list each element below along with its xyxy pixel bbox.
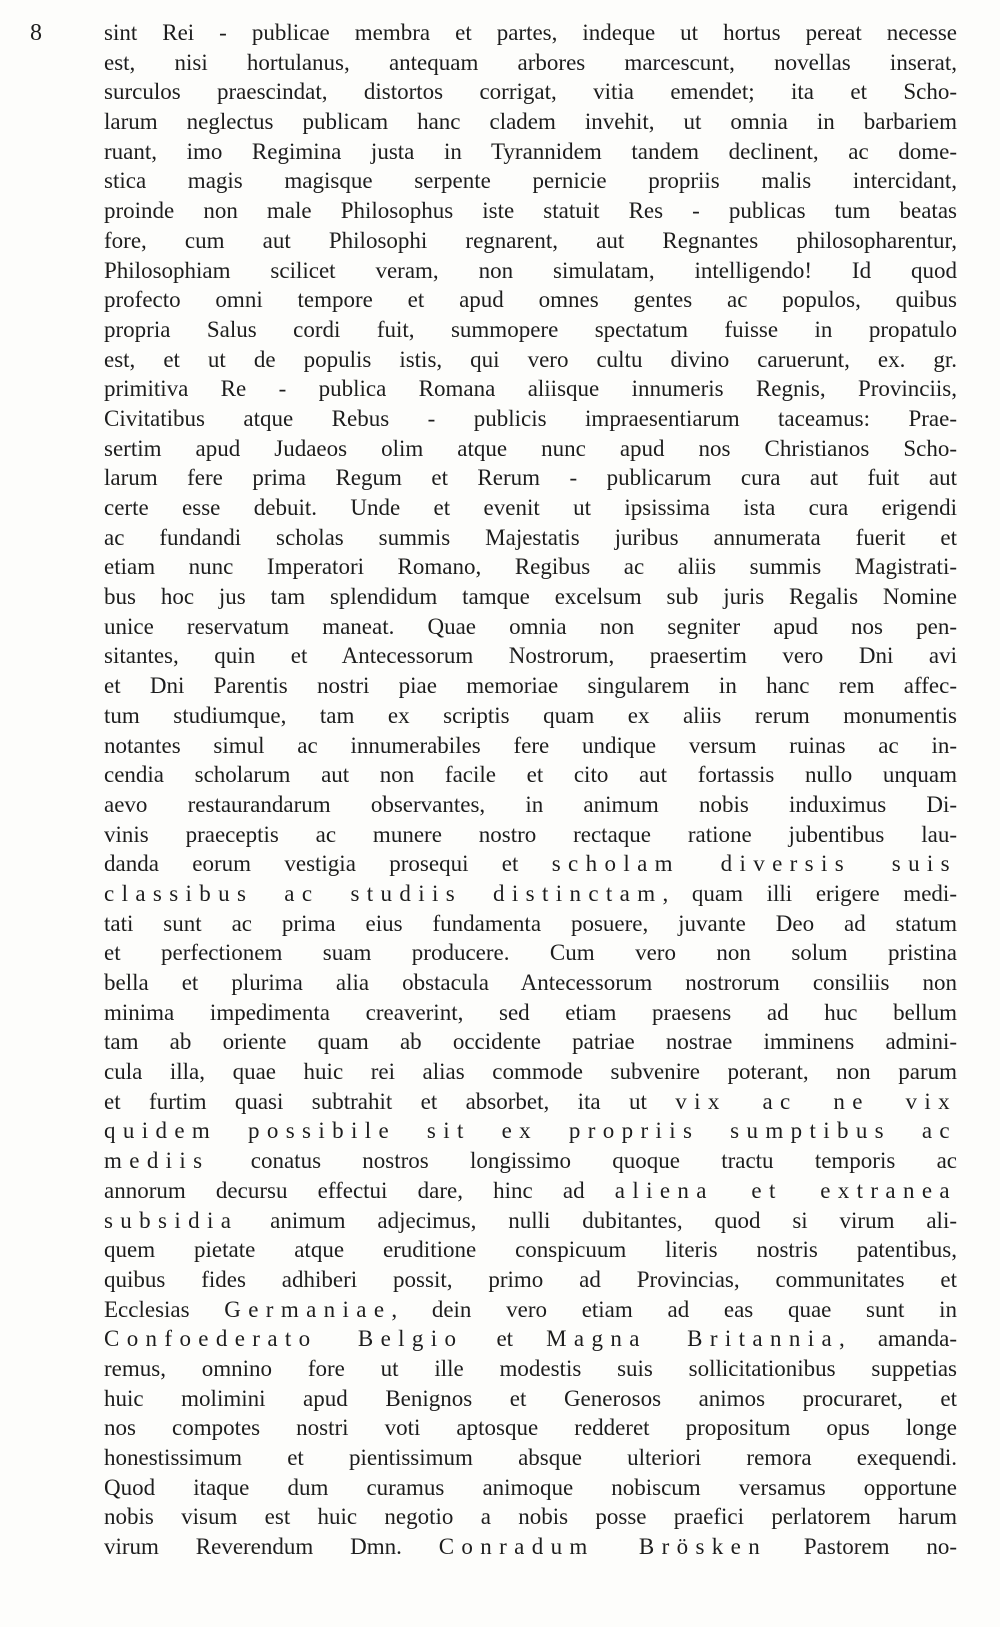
text-segment: remus, omnino fore ut ille modestis suis sollicitationibus suppetias: [104, 1355, 957, 1381]
text-segment: bus hoc jus tam splendidum tamque excelsum sub juris Regalis Nomine: [104, 584, 957, 610]
text-line: [104, 760, 957, 790]
text-line: [104, 1057, 957, 1087]
text-segment: unice reservatum maneat. Quae omnia non segniter apud nos pen-: [104, 613, 957, 639]
text-segment: , amanda-: [839, 1326, 957, 1352]
text-line: [104, 1295, 957, 1325]
text-line: [104, 1443, 957, 1473]
text-segment: tum studiumque, tam ex scriptis quam ex aliis rerum monumentis: [104, 702, 957, 728]
text-segment: vinis praeceptis ac munere nostro rectaque ratione jubentibus lau-: [104, 821, 957, 847]
text-segment: est, et ut de populis istis, qui vero cultu divino caruerunt, ex. gr.: [104, 346, 957, 372]
text-segment: danda eorum vestigia prosequi et: [104, 851, 552, 877]
text-segment: proinde non male Philosophus iste statuit Res - publicas tum beatas: [104, 198, 957, 224]
text-segment: huic molimini apud Benignos et Generosos animos procuraret, et: [104, 1385, 957, 1411]
text-line: [104, 285, 957, 315]
text-line: [104, 671, 957, 701]
text-line: [104, 523, 957, 553]
text-line: [104, 434, 957, 464]
text-segment: larum neglectus publicam hanc cladem invehit, ut omnia in barbariem: [104, 109, 957, 135]
text-segment: est, nisi hortulanus, antequam arbores marcescunt, novellas inserat,: [104, 49, 957, 75]
text-line: [104, 1235, 957, 1265]
text-line: [104, 256, 957, 286]
text-line: [104, 612, 957, 642]
text-segment: aevo restaurandarum observantes, in animum nobis induximus Di-: [104, 791, 957, 817]
text-segment: quibus fides adhiberi possit, primo ad Provincias, communitates et: [104, 1266, 957, 1292]
text-segment: et Dni Parentis nostri piae memoriae singularem in hanc rem affec-: [104, 673, 957, 699]
text-segment: virum Reverendum Dmn.: [104, 1534, 439, 1560]
text-segment: fore, cum aut Philosophi regnarent, aut Regnantes philosopharentur,: [104, 227, 957, 253]
spaced-emphasis: quidem possibile sit ex propriis sumptibus ac: [104, 1118, 957, 1144]
text-line: [104, 820, 957, 850]
text-line: [104, 701, 957, 731]
text-line: [104, 315, 957, 345]
body-text: [104, 18, 957, 1562]
text-line: [104, 166, 957, 196]
text-segment: tam ab oriente quam ab occidente patriae nostrae imminens admini-: [104, 1029, 957, 1055]
text-line: [104, 1502, 957, 1532]
text-line: [104, 1354, 957, 1384]
text-segment: profecto omni tempore et apud omnes gentes ac populos, quibus: [104, 287, 957, 313]
text-line: [104, 552, 957, 582]
text-line: [104, 582, 957, 612]
text-segment: stica magis magisque serpente pernicie propriis malis intercidant,: [104, 168, 957, 194]
text-segment: Philosophiam scilicet veram, non simulatam, intelligendo! Id quod: [104, 257, 957, 283]
text-segment: Ecclesias: [104, 1296, 225, 1322]
text-segment: propria Salus cordi fuit, summopere spectatum fuisse in propatulo: [104, 316, 957, 342]
text-line: [104, 1146, 957, 1176]
text-line: [104, 1027, 957, 1057]
page-number: 8: [30, 20, 42, 46]
text-line: [104, 1324, 957, 1354]
spaced-emphasis: aliena et extranea: [614, 1177, 957, 1203]
text-line: [104, 107, 957, 137]
text-segment: sertim apud Judaeos olim atque nunc apud nos Christianos Scho-: [104, 435, 957, 461]
text-line: [104, 196, 957, 226]
spaced-emphasis: scholam diversis suis: [551, 851, 957, 877]
text-line: [104, 463, 957, 493]
text-segment: primitiva Re - publica Romana aliisque innumeris Regnis, Provinciis,: [104, 376, 957, 402]
spaced-emphasis: Magna Britannia: [546, 1326, 840, 1352]
text-segment: surculos praescindat, distortos corrigat, vitia emendet; ita et Scho-: [104, 79, 957, 105]
text-line: [104, 374, 957, 404]
text-line: [104, 938, 957, 968]
text-line: [104, 77, 957, 107]
text-line: [104, 998, 957, 1028]
text-segment: annorum decursu effectui dare, hinc ad: [104, 1177, 615, 1203]
text-segment: et: [463, 1326, 547, 1352]
text-line: [104, 1087, 957, 1117]
text-segment: larum fere prima Regum et Rerum - publicarum cura aut fuit aut: [104, 465, 957, 491]
text-line: [104, 1116, 957, 1146]
text-segment: , dein vero etiam ad eas quae sunt in: [391, 1296, 957, 1322]
text-line: [104, 493, 957, 523]
spaced-emphasis: Germaniae: [224, 1296, 392, 1322]
spaced-emphasis: Conradum Brösken: [438, 1534, 768, 1560]
text-line: [104, 137, 957, 167]
text-line: [104, 849, 957, 879]
text-segment: , quam illi erigere medi-: [662, 880, 957, 906]
text-line: [104, 1384, 957, 1414]
text-segment: notantes simul ac innumerabiles fere undique versum ruinas ac in-: [104, 732, 957, 758]
text-segment: nobis visum est huic negotio a nobis posse praefici perlatorem harum: [104, 1504, 957, 1530]
text-line: [104, 731, 957, 761]
text-line: [104, 18, 957, 48]
text-segment: honestissimum et pientissimum absque ulteriori remora exequendi.: [104, 1445, 957, 1470]
text-line: [104, 968, 957, 998]
text-segment: sint Rei - publicae membra et partes, indeque ut hortus pereat necesse: [104, 20, 957, 45]
text-line: [104, 1265, 957, 1295]
text-line: [104, 909, 957, 939]
text-line: [104, 226, 957, 256]
spaced-emphasis: classibus ac studiis distinctam: [104, 880, 663, 906]
text-line: [104, 1413, 957, 1443]
text-line: [104, 1176, 957, 1206]
spaced-emphasis: mediis: [104, 1148, 210, 1174]
text-segment: et furtim quasi subtrahit et absorbet, ita ut: [104, 1088, 676, 1114]
text-segment: animum adjecimus, nulli dubitantes, quod si virum ali-: [238, 1207, 957, 1233]
text-segment: etiam nunc Imperatori Romano, Regibus ac aliis summis Magistrati-: [104, 554, 957, 580]
text-line: [104, 1206, 957, 1236]
spaced-emphasis: vix ac ne vix: [675, 1088, 957, 1114]
text-line: [104, 48, 957, 78]
spaced-emphasis: subsidia: [104, 1207, 239, 1233]
text-line: [104, 879, 957, 909]
text-line: [104, 404, 957, 434]
text-line: [104, 1473, 957, 1503]
text-segment: Civitatibus atque Rebus - publicis impraesentiarum taceamus: Prae-: [104, 405, 957, 431]
text-segment: minima impedimenta creaverint, sed etiam praesens ad huc bellum: [104, 999, 957, 1025]
text-segment: bella et plurima alia obstacula Antecessorum nostrorum consiliis non: [104, 970, 957, 995]
text-line: [104, 641, 957, 671]
text-segment: cula illa, quae huic rei alias commode subvenire poterant, non parum: [104, 1059, 957, 1085]
text-segment: cendia scholarum aut non facile et cito aut fortassis nullo unquam: [104, 762, 957, 788]
text-segment: sitantes, quin et Antecessorum Nostrorum, praesertim vero Dni avi: [104, 643, 957, 669]
text-segment: ruant, imo Regimina justa in Tyrannidem tandem declinent, ac dome-: [104, 138, 957, 164]
spaced-emphasis: Confoederato Belgio: [104, 1326, 464, 1352]
text-segment: ac fundandi scholas summis Majestatis juribus annumerata fuerit et: [104, 524, 957, 550]
text-segment: nos compotes nostri voti aptosque redderet propositum opus longe: [104, 1415, 957, 1441]
text-segment: quem pietate atque eruditione conspicuum literis nostris patentibus,: [104, 1237, 957, 1263]
text-segment: et perfectionem suam producere. Cum vero non solum pristina: [104, 940, 957, 966]
text-line: [104, 1532, 957, 1562]
text-segment: Quod itaque dum curamus animoque nobiscum versamus opportune: [104, 1474, 957, 1500]
text-segment: tati sunt ac prima eius fundamenta posuere, juvante Deo ad statum: [104, 910, 957, 936]
text-segment: certe esse debuit. Unde et evenit ut ipsissima ista cura erigendi: [104, 495, 957, 520]
text-segment: Pastorem no-: [767, 1534, 957, 1560]
text-line: [104, 345, 957, 375]
text-line: [104, 790, 957, 820]
text-segment: conatus nostros longissimo quoque tractu temporis ac: [209, 1148, 957, 1174]
